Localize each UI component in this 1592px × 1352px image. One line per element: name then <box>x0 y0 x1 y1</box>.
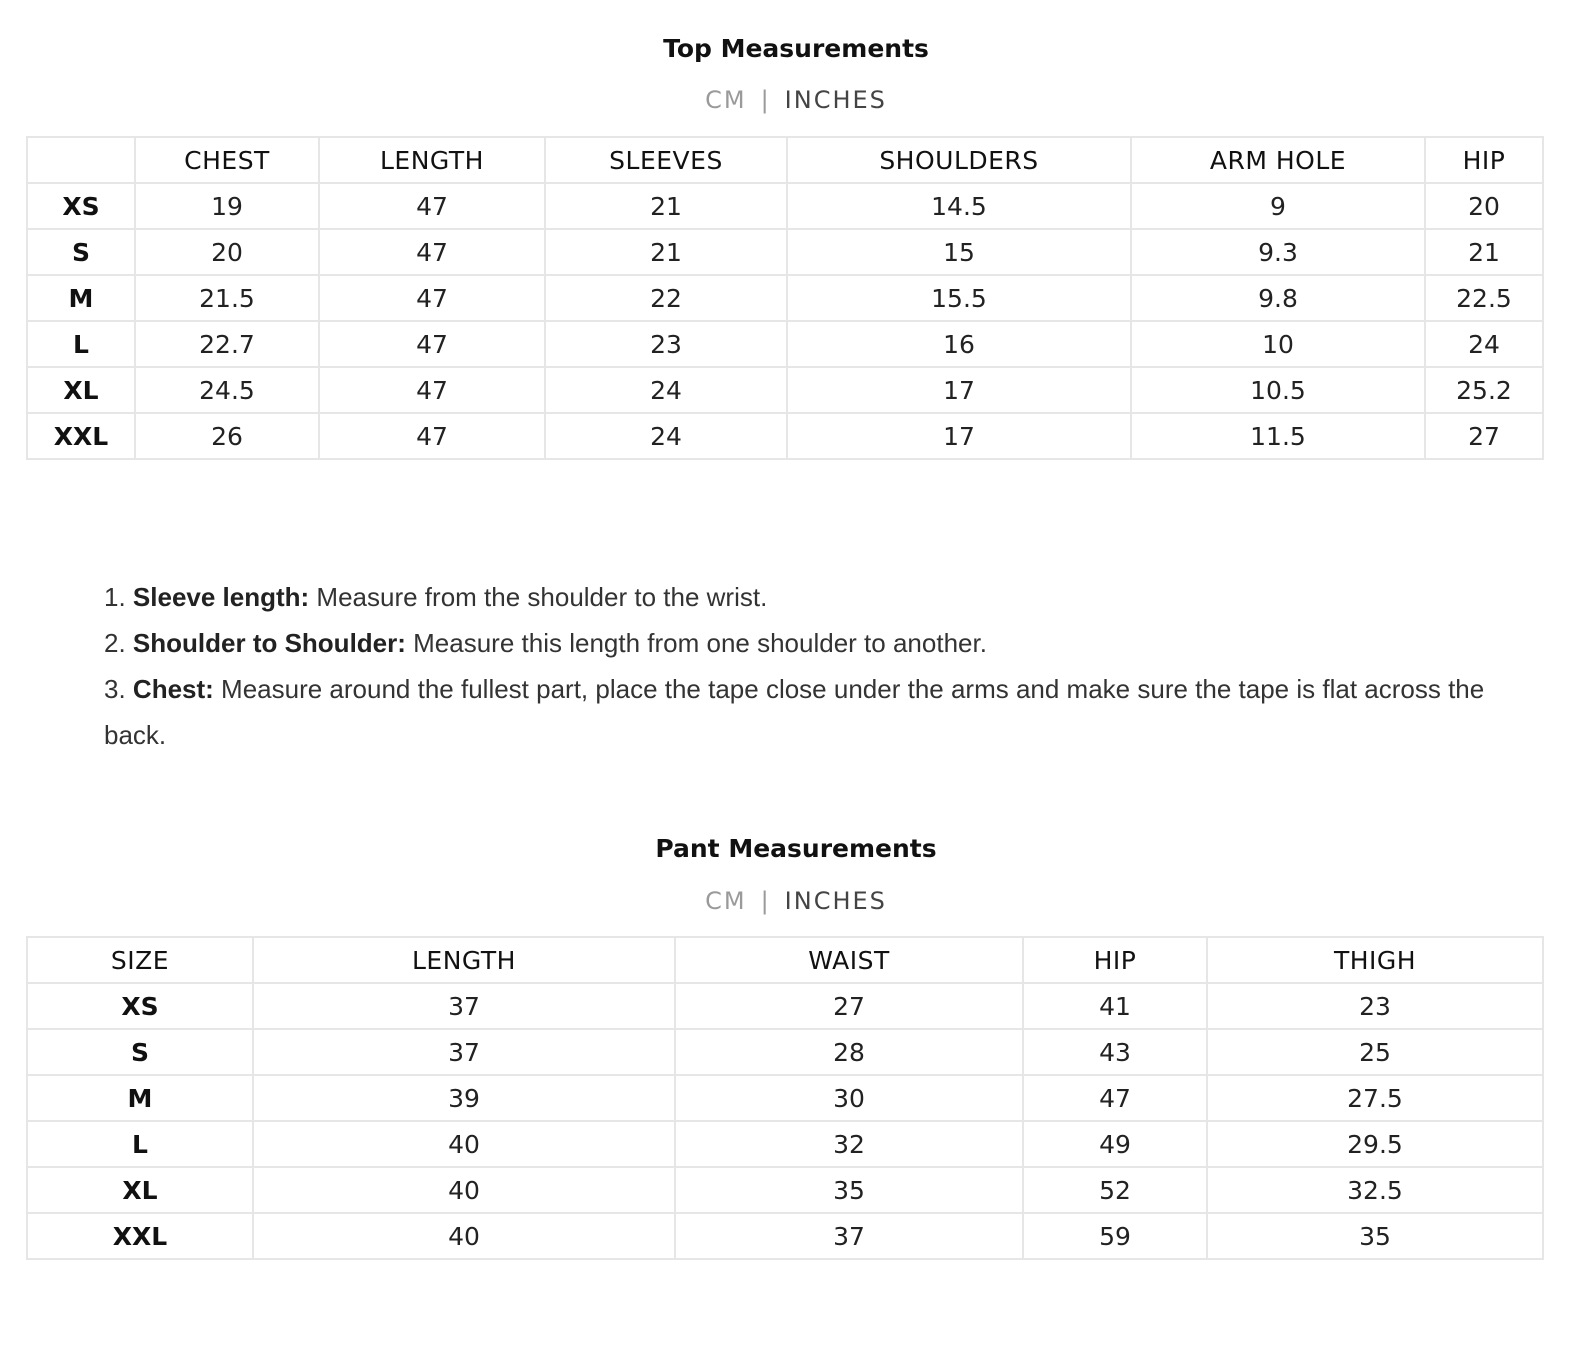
table-cell: 47 <box>319 367 545 413</box>
table-cell: 40 <box>253 1213 675 1259</box>
top-header-cell <box>27 137 135 183</box>
table-cell: 37 <box>253 1029 675 1075</box>
table-cell: 11.5 <box>1131 413 1425 459</box>
table-cell: 27 <box>675 983 1023 1029</box>
pant-header-cell: THIGH <box>1207 937 1543 983</box>
table-row <box>27 1167 1543 1213</box>
table-cell: 23 <box>1207 983 1543 1029</box>
note-text: Measure this length from one shoulder to another. <box>405 628 987 658</box>
size-label: XXL <box>27 1213 253 1259</box>
table-row <box>27 1121 1543 1167</box>
pant-header-cell: LENGTH <box>253 937 675 983</box>
pant-measurements-title: Pant Measurements <box>655 834 937 863</box>
table-cell: 47 <box>319 183 545 229</box>
table-row <box>27 367 1543 413</box>
table-cell: 47 <box>319 229 545 275</box>
table-cell: 20 <box>135 229 319 275</box>
size-label: XL <box>27 1167 253 1213</box>
table-cell: 17 <box>787 367 1131 413</box>
top-measurements-table <box>26 136 1544 460</box>
top-unit-cm[interactable]: CM <box>705 86 747 114</box>
table-row <box>27 321 1543 367</box>
table-cell: 47 <box>319 275 545 321</box>
table-cell: 52 <box>1023 1167 1207 1213</box>
table-row <box>27 1075 1543 1121</box>
table-cell: 24 <box>1425 321 1543 367</box>
table-cell: 15 <box>787 229 1131 275</box>
table-cell: 22 <box>545 275 787 321</box>
table-cell: 20 <box>1425 183 1543 229</box>
table-cell: 9 <box>1131 183 1425 229</box>
table-row <box>27 1029 1543 1075</box>
pant-unit-inches[interactable]: INCHES <box>784 887 887 915</box>
table-cell: 21.5 <box>135 275 319 321</box>
table-cell: 22.7 <box>135 321 319 367</box>
size-label: M <box>27 1075 253 1121</box>
pant-table-header-row <box>27 937 1543 983</box>
table-cell: 27 <box>1425 413 1543 459</box>
size-label: S <box>27 1029 253 1075</box>
note-number: 1. <box>104 582 126 612</box>
top-measurements-title: Top Measurements <box>663 34 929 63</box>
table-cell: 10 <box>1131 321 1425 367</box>
table-cell: 9.3 <box>1131 229 1425 275</box>
note-number: 3. <box>104 674 126 704</box>
pant-header-cell: SIZE <box>27 937 253 983</box>
table-cell: 14.5 <box>787 183 1131 229</box>
pant-unit-cm[interactable]: CM <box>705 887 747 915</box>
table-cell: 37 <box>675 1213 1023 1259</box>
table-cell: 29.5 <box>1207 1121 1543 1167</box>
table-cell: 32 <box>675 1121 1023 1167</box>
table-cell: 9.8 <box>1131 275 1425 321</box>
note-item <box>104 620 1534 666</box>
top-unit-inches[interactable]: INCHES <box>784 86 887 114</box>
note-text: Measure around the fullest part, place the tape close under the arms and make sure the tape is flat across the back. <box>104 674 1485 750</box>
note-item <box>104 666 1534 758</box>
table-cell: 35 <box>1207 1213 1543 1259</box>
table-cell: 16 <box>787 321 1131 367</box>
table-cell: 59 <box>1023 1213 1207 1259</box>
table-cell: 21 <box>545 183 787 229</box>
table-row <box>27 183 1543 229</box>
table-cell: 22.5 <box>1425 275 1543 321</box>
top-header-cell: HIP <box>1425 137 1543 183</box>
table-cell: 25.2 <box>1425 367 1543 413</box>
pant-header-cell: WAIST <box>675 937 1023 983</box>
table-row <box>27 413 1543 459</box>
note-number: 2. <box>104 628 126 658</box>
table-cell: 10.5 <box>1131 367 1425 413</box>
note-term: Chest: <box>132 674 214 704</box>
pant-unit-separator: | <box>760 887 771 915</box>
top-unit-separator: | <box>760 86 771 114</box>
size-label: M <box>27 275 135 321</box>
table-cell: 40 <box>253 1121 675 1167</box>
table-cell: 49 <box>1023 1121 1207 1167</box>
table-cell: 24 <box>545 413 787 459</box>
note-text: Measure from the shoulder to the wrist. <box>309 582 768 612</box>
table-cell: 26 <box>135 413 319 459</box>
table-cell: 37 <box>253 983 675 1029</box>
top-header-cell: LENGTH <box>319 137 545 183</box>
table-cell: 15.5 <box>787 275 1131 321</box>
note-term: Sleeve length: <box>132 582 310 612</box>
table-cell: 28 <box>675 1029 1023 1075</box>
note-term: Shoulder to Shoulder: <box>132 628 406 658</box>
pant-unit-toggle <box>0 887 1592 915</box>
table-cell: 47 <box>319 321 545 367</box>
table-cell: 25 <box>1207 1029 1543 1075</box>
table-cell: 40 <box>253 1167 675 1213</box>
size-label: XL <box>27 367 135 413</box>
table-cell: 47 <box>319 413 545 459</box>
table-cell: 17 <box>787 413 1131 459</box>
table-cell: 23 <box>545 321 787 367</box>
size-label: XXL <box>27 413 135 459</box>
size-label: XS <box>27 983 253 1029</box>
table-cell: 21 <box>545 229 787 275</box>
table-cell: 21 <box>1425 229 1543 275</box>
table-cell: 35 <box>675 1167 1023 1213</box>
table-row <box>27 229 1543 275</box>
pant-header-cell: HIP <box>1023 937 1207 983</box>
pant-measurements-table <box>26 936 1544 1260</box>
size-label: S <box>27 229 135 275</box>
top-header-cell: CHEST <box>135 137 319 183</box>
measurement-notes <box>104 574 1534 758</box>
top-header-cell: SHOULDERS <box>787 137 1131 183</box>
table-row <box>27 275 1543 321</box>
table-row <box>27 1213 1543 1259</box>
size-label: XS <box>27 183 135 229</box>
table-cell: 27.5 <box>1207 1075 1543 1121</box>
top-table-header-row <box>27 137 1543 183</box>
table-row <box>27 983 1543 1029</box>
table-cell: 43 <box>1023 1029 1207 1075</box>
table-cell: 19 <box>135 183 319 229</box>
table-cell: 39 <box>253 1075 675 1121</box>
table-cell: 47 <box>1023 1075 1207 1121</box>
table-cell: 24.5 <box>135 367 319 413</box>
table-cell: 32.5 <box>1207 1167 1543 1213</box>
top-header-cell: SLEEVES <box>545 137 787 183</box>
size-label: L <box>27 1121 253 1167</box>
table-cell: 24 <box>545 367 787 413</box>
table-cell: 41 <box>1023 983 1207 1029</box>
top-header-cell: ARM HOLE <box>1131 137 1425 183</box>
note-item <box>104 574 1534 620</box>
size-label: L <box>27 321 135 367</box>
top-unit-toggle <box>0 86 1592 114</box>
table-cell: 30 <box>675 1075 1023 1121</box>
